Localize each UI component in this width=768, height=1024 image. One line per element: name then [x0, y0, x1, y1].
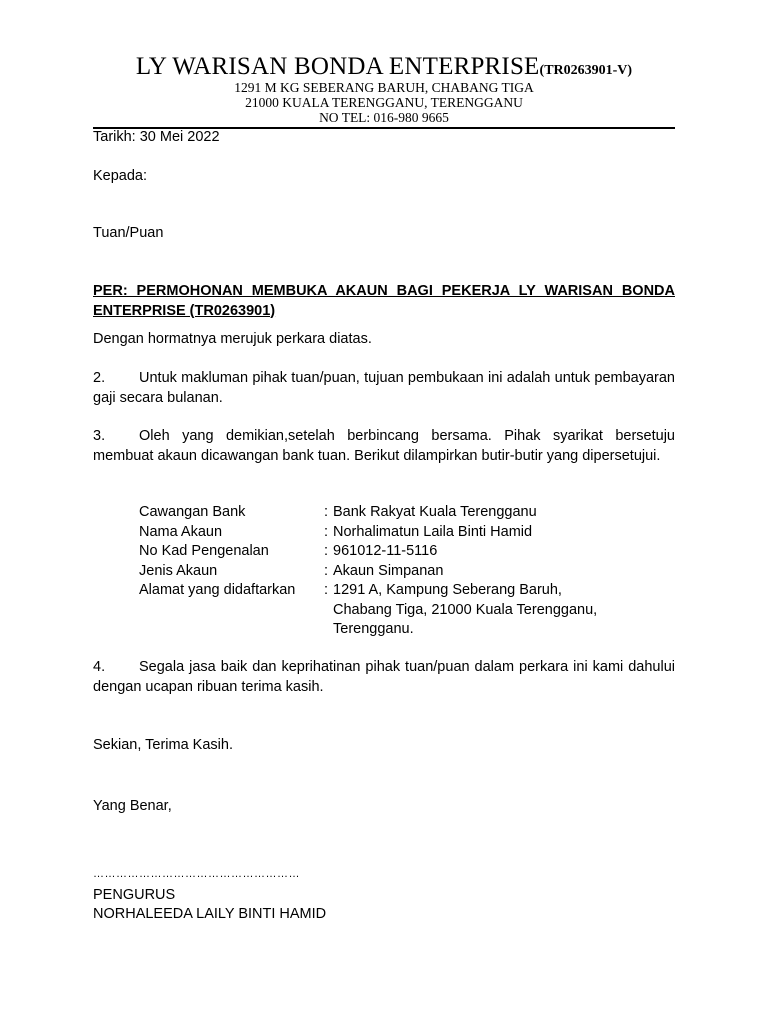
address-continuation-2: Terengganu. [333, 621, 414, 637]
paragraph-4-number: 4. [93, 659, 106, 675]
paragraph-2-number: 2. [93, 370, 106, 386]
letter-subject: PER: PERMOHONAN MEMBUKA AKAUN BAGI PEKERJA LY WARISAN BONDA ENTERPRISE (TR0263901) [93, 283, 675, 319]
closing-line: Sekian, Terima Kasih. [93, 737, 233, 753]
detail-row [139, 523, 597, 543]
detail-colon: : [324, 543, 329, 559]
detail-value: Norhalimatun Laila Binti Hamid [333, 523, 533, 540]
company-name: LY WARISAN BONDA ENTERPRISE [135, 53, 540, 80]
sign-off: Yang Benar, [93, 798, 172, 814]
detail-value: Akaun Simpanan [333, 562, 444, 579]
company-phone: NO TEL: 016-980 9665 [319, 110, 449, 125]
detail-label: Jenis Akaun [139, 562, 218, 579]
detail-label: No Kad Pengenalan [139, 543, 269, 559]
letter-date: Tarikh: 30 Mei 2022 [93, 129, 220, 145]
address-continuation-1: Chabang Tiga, 21000 Kuala Terengganu, [333, 601, 598, 618]
detail-label: Nama Akaun [139, 523, 223, 540]
salutation: Tuan/Puan [93, 225, 164, 241]
detail-colon: : [324, 582, 329, 598]
paragraph-3 [93, 427, 675, 466]
paragraph-2-text: Untuk makluman pihak tuan/puan, tujuan pembukaan ini adalah untuk pembayaran gaji secara bulanan. [93, 370, 675, 406]
detail-colon: : [324, 562, 329, 579]
detail-row [139, 562, 597, 582]
detail-value: 1291 A, Kampung Seberang Baruh, [333, 582, 562, 598]
detail-row [139, 581, 597, 601]
account-details [139, 503, 597, 640]
detail-label: Alamat yang didaftarkan [139, 582, 296, 598]
signer-name: NORHALEEDA LAILY BINTI HAMID [93, 906, 327, 922]
detail-value: Bank Rakyat Kuala Terengganu [333, 504, 537, 520]
paragraph-3-text: Oleh yang demikian,setelah berbincang bersama. Pihak syarikat bersetuju membuat akaun dicawangan bank tuan. Berikut dilampirkan butir-butir yang dipersetujui. [93, 428, 675, 464]
signature-line: ……………………………………………… [93, 868, 300, 880]
detail-label: Cawangan Bank [139, 504, 246, 520]
company-address-line2: 21000 KUALA TERENGGANU, TERENGGANU [245, 95, 523, 110]
company-registration: (TR0263901-V) [539, 63, 633, 78]
detail-row [139, 542, 597, 562]
opening-line: Dengan hormatnya merujuk perkara diatas. [93, 331, 372, 347]
paragraph-2 [93, 369, 675, 408]
detail-row [139, 503, 597, 523]
detail-value: 961012-11-5116 [333, 543, 438, 559]
paragraph-3-number: 3. [93, 428, 106, 444]
recipient-label: Kepada: [93, 168, 148, 184]
paragraph-4 [93, 658, 675, 697]
paragraph-4-text: Segala jasa baik dan keprihatinan pihak tuan/puan dalam perkara ini kami dahului dengan ucapan ribuan terima kasih. [93, 659, 675, 695]
detail-colon: : [324, 504, 329, 520]
detail-colon: : [324, 523, 329, 540]
company-address-line1: 1291 M KG SEBERANG BARUH, CHABANG TIGA [234, 80, 534, 95]
signer-title: PENGURUS [93, 887, 176, 903]
